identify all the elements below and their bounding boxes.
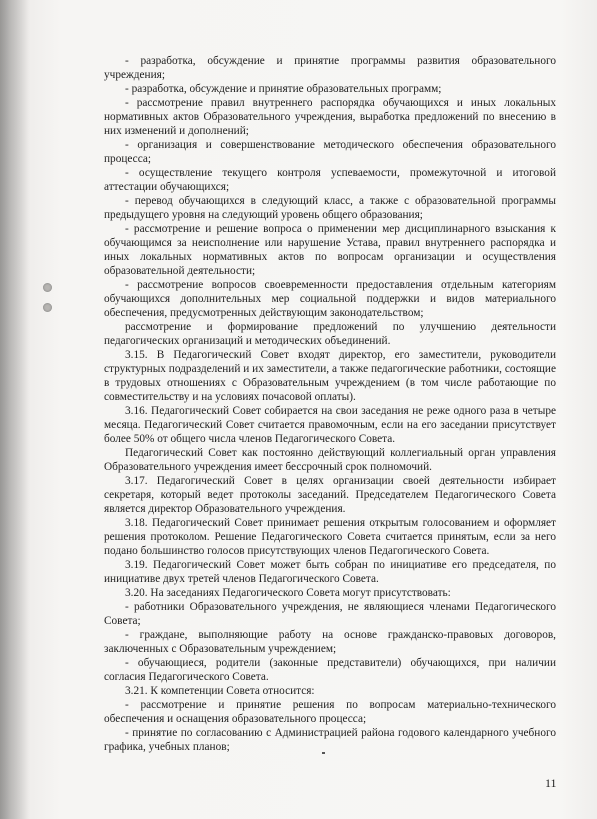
paragraph: - граждане, выполняющие работу на основе гражданско-правовых договоров, заключенных с Образовательным учреждением; [104,629,556,655]
paragraph: 3.19. Педагогический Совет может быть собран по инициативе его председателя, по инициативе двух третей членов Педагогического Совета. [104,559,556,585]
paragraph: - рассмотрение вопросов своевременности предоставления отдельным категориям обучающихся дополнительных мер социальной поддержки и видов материального обеспечения, предусмотренных действующим законодательством; [104,279,556,319]
paragraph: - обучающиеся, родители (законные представители) обучающихся, при наличии согласия Педагогического Совета. [104,657,556,683]
binding-hole [43,283,52,292]
paragraph: - рассмотрение и решение вопроса о применении мер дисциплинарного взыскания к обучающимся за неисполнение или нарушение Устава, правил внутреннего распорядка и иных локальных нормативных актов по вопросам организации и осуществления образовательной деятельности; [104,223,556,277]
paragraph: - рассмотрение правил внутреннего распорядка обучающихся и иных локальных нормативных актов Образовательного учреждения, выработка предложений по внесению в них изменений и дополнений; [104,97,556,137]
paragraph: - осуществление текущего контроля успеваемости, промежуточной и итоговой аттестации обучающихся; [104,167,556,193]
paragraph: - разработка, обсуждение и принятие образовательных программ; [125,83,442,95]
paragraph: рассмотрение и формирование предложений по улучшению деятельности педагогических организаций и методических объединений. [104,321,556,347]
paragraph: - работники Образовательного учреждения, не являющиеся членами Педагогического Совета; [104,601,556,627]
paragraph: - рассмотрение и принятие решения по вопросам материально-технического обеспечения и оснащения образовательного процесса; [104,699,556,725]
paragraph: 3.18. Педагогический Совет принимает решения открытым голосованием и оформляет решения протоколом. Решение Педагогического Совета считается принятым, если за него подано большинство голосов присутствующих членов Педагогического Совета. [104,517,556,557]
page-number: 11 [545,776,557,790]
document-body [104,54,556,754]
paragraph: 3.17. Педагогический Совет в целях организации своей деятельности избирает секретаря, который ведет протоколы заседаний. Председателем Педагогического Совета является директор Образовательного учреждения. [104,475,556,515]
paragraph: Педагогический Совет как постоянно действующий коллегиальный орган управления Образовательного учреждения имеет бессрочный срок полномочий. [104,447,556,473]
paragraph: - разработка, обсуждение и принятие программы развития образовательного учреждения; [104,55,556,81]
paragraph: 3.20. На заседаниях Педагогического Совета могут присутствовать: [125,587,451,599]
paragraph: - перевод обучающихся в следующий класс, а также с образовательной программы предыдущего уровня на следующий уровень общего образования; [104,195,556,221]
paragraph: 3.15. В Педагогический Совет входят директор, его заместители, руководители структурных подразделений и их заместители, а также педагогические работники, состоящие в трудовых отношениях с Образовательным учреждением (в том числе работающие по совместительству и на условиях почасовой оплаты). [104,349,556,403]
stray-mark [322,752,325,754]
paragraph: - принятие по согласованию с Администрацией района годового календарного учебного графика, учебных планов; [104,727,556,753]
binding-hole [43,303,52,312]
paragraph: 3.21. К компетенции Совета относится: [125,685,315,697]
binding-shadow [0,0,30,819]
paragraph: 3.16. Педагогический Совет собирается на свои заседания не реже одного раза в четыре месяца. Педагогический Совет считается правомочным, если на его заседании присутствует более 50% от общего числа членов Педагогического Совета. [104,405,556,445]
paragraph: - организация и совершенствование методического обеспечения образовательного процесса; [104,139,556,165]
